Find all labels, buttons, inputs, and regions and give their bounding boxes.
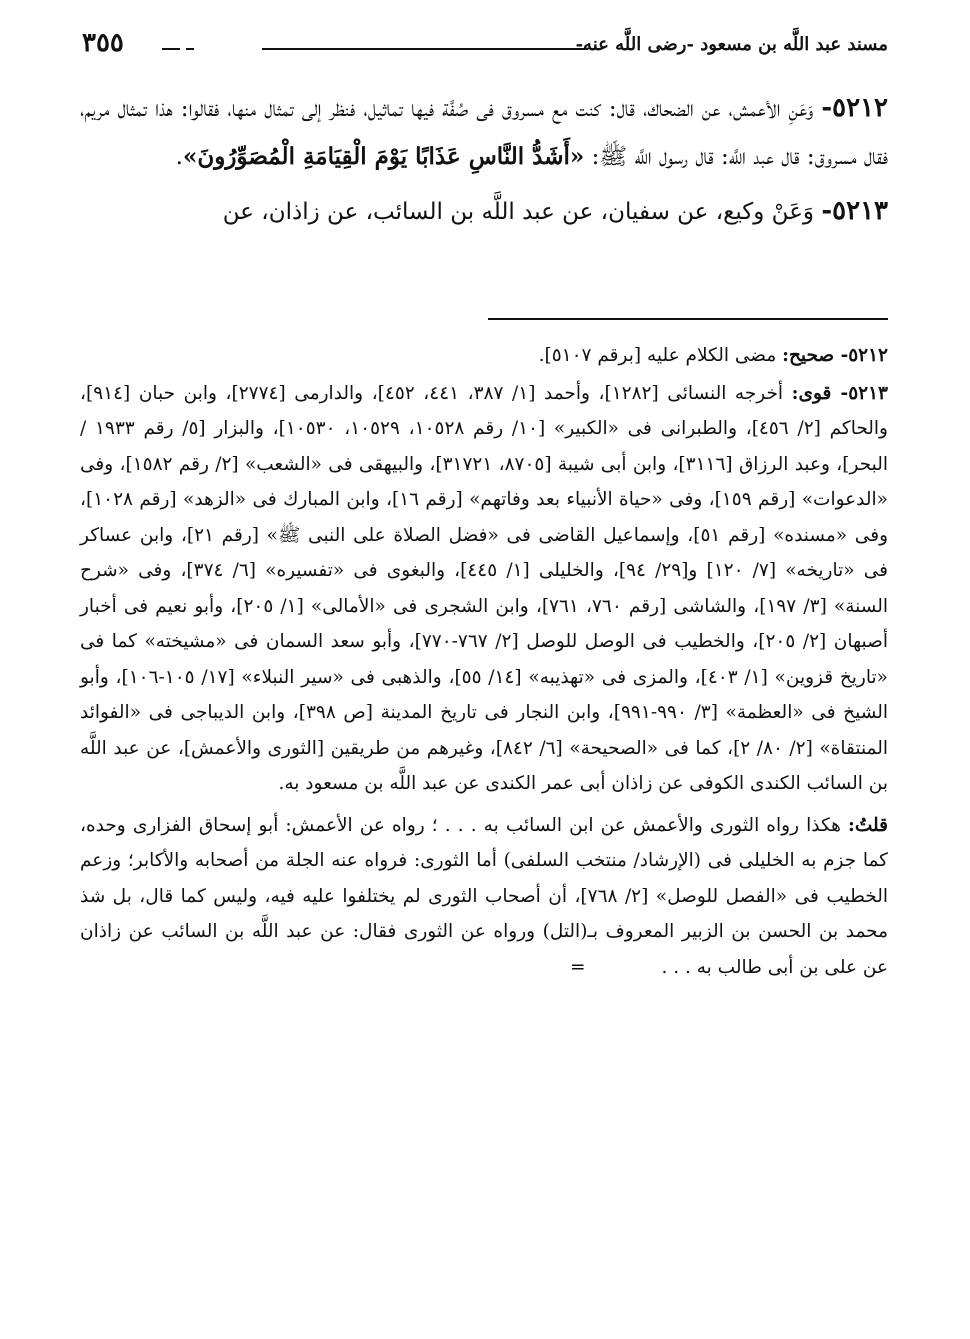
footnote-text: هكذا رواه الثورى والأعمش عن ابن السائب به . . . ؛ رواه عن الأعمش: أبو إسحاق الفزارى وحده، كما جزم به الخليلى فى (الإرشاد/ منتخب السلفى) أما الثورى: فرواه عنه الجلة من أصحابه والأكابر؛ وزعم الخطيب فى «الفصل للوصل» [٢/ ٧٦٨]، أن أصحاب الثورى لم يختلفوا عليه فيه، وليس كما قال، بل شذ محمد بن الحسن بن الزبير المعروف بـ(التل) ورواه عن الثورى فقال: عن عبد اللَّه بن السائب عن زاذان عن على بن أبى طالب به . . . bbox=[80, 814, 888, 978]
hadith-5213 bbox=[80, 187, 888, 236]
footnotes bbox=[80, 338, 888, 985]
header-rule bbox=[262, 48, 588, 50]
header-dash-short bbox=[186, 48, 194, 50]
running-title: مسند عبد اللَّه بن مسعود -رضى اللَّه عنه- bbox=[575, 34, 888, 55]
continuation-mark: = bbox=[570, 956, 586, 978]
hadith-number: ٥٢١٣- bbox=[821, 196, 888, 226]
footnote-qultu bbox=[80, 808, 888, 986]
hadith-5212 bbox=[80, 84, 888, 181]
hadith-number: ٥٢١٢- bbox=[821, 93, 889, 123]
footnote-label: قلتُ: bbox=[848, 814, 888, 836]
main-text bbox=[80, 84, 888, 236]
footnote-separator bbox=[488, 318, 888, 320]
header-dash bbox=[162, 48, 180, 50]
footnote-5213 bbox=[80, 376, 888, 802]
footnote-label: ٥٢١٢- صحيح: bbox=[782, 345, 888, 366]
footnote-5212 bbox=[80, 338, 888, 374]
hadith-quote: «أَشَدُّ النَّاسِ عَذَابًا يَوْمَ الْقِيَامَةِ الْمُصَوِّرُونَ» bbox=[182, 143, 585, 170]
hadith-text: وَعَنْ وكيع، عن سفيان، عن عبد اللَّه بن السائب، عن زاذان، عن bbox=[222, 199, 815, 225]
page-number: ٣٥٥ bbox=[82, 28, 124, 58]
page-header bbox=[82, 28, 888, 68]
hadith-end: . bbox=[175, 144, 183, 170]
footnote-text: أخرجه النسائى [١٢٨٢]، وأحمد [١/ ٣٨٧، ٤٤١، ٤٥٢]، والدارمى [٢٧٧٤]، وابن حبان [٩١٤]، والحاكم [٢/ ٤٥٦]، والطبرانى فى «الكبير» [١٠/ رقم ١٠٥٢٨، ١٠٥٢٩، ١٠٥٣٠]، والبزار [٥/ رقم ١٩٣٣ / البحر]، وعبد الرزاق [٣١١٦]، وابن أبى شيبة [٨٧٠٥، ٣١٧٢١]، والبيهقى فى «الشعب» [٢/ رقم ١٥٨٢]، وفى «الدعوات» [رقم ١٥٩]، وفى «حياة الأنبياء بعد وفاتهم» [رقم ١٦]، وابن المبارك فى «الزهد» [رقم ١٠٢٨]، وفى «مسنده» [رقم ٥١]، وإسماعيل القاضى فى «فضل الصلاة على النبى ﷺ» [رقم ٢١]، وابن عساكر فى «تاريخه» [٧/ ١٢٠] و[٢٩/ ٩٤]، والخليلى [١/ ٤٤٥]، والبغوى فى «تفسيره» [٦/ ٣٧٤]، وفى «شرح السنة» [٣/ ١٩٧]، والشاشى [رقم ٧٦٠، ٧٦١]، وابن الشجرى فى «الأمالى» [١/ ٢٠٥]، وأبو نعيم فى أخبار أصبهان [٢/ ٢٠٥]، والخطيب فى الوصل للوصل [٢/ ٧٦٧-٧٧٠]، وأبو سعد السمان فى «مشيخته» كما فى «تاريخ قزوين» [١/ ٤٠٣]، والمزى فى «تهذيبه» [١٤/ ٥٥]، والذهبى فى «سير النبلاء» [١٧/ ١٠٥-١٠٦]، وأبو الشيخ فى «العظمة» [٣/ ٩٩٠-٩٩١]، وابن النجار فى تاريخ المدينة [ص ٣٩٨]، وابن الديباجى فى «الفوائد المنتقاة» [٢/ ٨٠/ ٢]، كما فى «الصحيحة» [٦/ ٨٤٢]، وغيرهم من طريقين [الثورى والأعمش]، عن عبد اللَّه بن السائب الكندى الكوفى عن زاذان أبى عمر الكندى عن عبد اللَّه بن مسعود به. bbox=[80, 382, 889, 794]
footnote-label: ٥٢١٣- قوى: bbox=[791, 382, 888, 404]
hadith-text: وَعَنِ الأعمش، عن الضحاك، قال: كنت مع مسروق فى صُفَّة فيها تماثيل، فنظر إلى تمثال منها، فقالوا: هذا تمثال مريم، فقال مسروق: قال عبد اللَّه: قال رسول اللَّه ﷺ: bbox=[80, 96, 888, 170]
footnote-text: مضى الكلام عليه [برقم ٥١٠٧]. bbox=[538, 345, 777, 366]
